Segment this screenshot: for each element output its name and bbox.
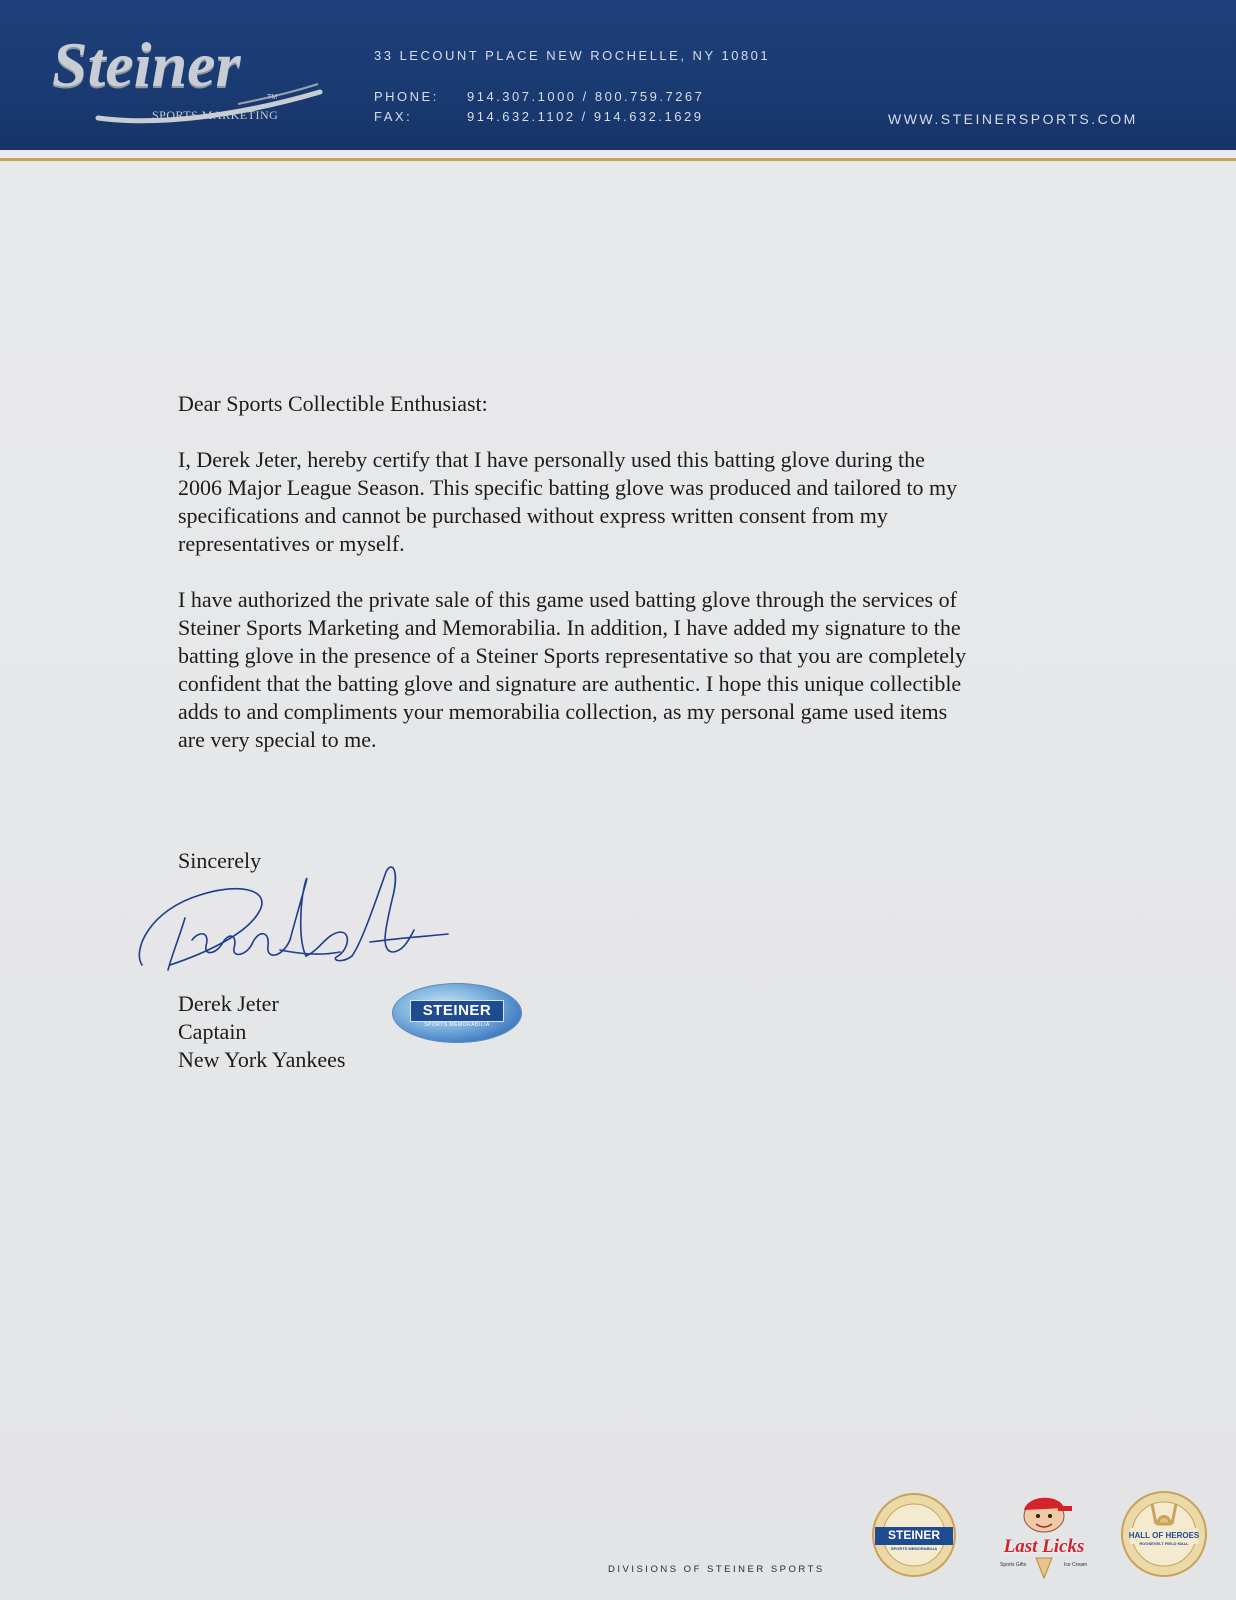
signer-block: [178, 990, 345, 1074]
paragraph-2-line: adds to and compliments your memorabilia collection, as my personal game used items: [178, 699, 948, 724]
hologram-sticker-icon: [392, 983, 522, 1043]
last-licks-badge: [988, 1488, 1100, 1580]
closing: Sincerely: [178, 848, 262, 873]
hologram-label: STEINER: [410, 1000, 504, 1022]
last-licks-subtitle-right: Ice Cream: [1064, 1562, 1088, 1568]
paragraph-1-line: I, Derek Jeter, hereby certify that I have personally used this batting glove during the: [178, 447, 925, 472]
fax-label: FAX:: [374, 109, 413, 124]
paragraph-2-line: I have authorized the private sale of this game used batting glove through the services of: [178, 587, 957, 612]
fax-numbers: 914.632.1102 / 914.632.1629: [467, 109, 704, 124]
last-licks-subtitle-left: Sports Gifts: [1000, 1562, 1027, 1568]
paragraph-2-line: confident that the batting glove and signature are authentic. I hope this unique collectible: [178, 671, 962, 696]
salutation: Dear Sports Collectible Enthusiast:: [178, 391, 488, 416]
website-link[interactable]: WWW.STEINERSPORTS.COM: [888, 111, 1138, 127]
steiner-collectibles-badge: [871, 1492, 957, 1578]
signature-icon: [130, 860, 460, 980]
hologram-sublabel: SPORTS MEMORABILIA: [424, 1022, 490, 1028]
hall-of-heroes-title: HALL OF HEROES: [1128, 1531, 1200, 1540]
phone-numbers: 914.307.1000 / 800.759.7267: [467, 89, 705, 104]
letterhead-banner: [0, 0, 1236, 150]
paragraph-2-line: Steiner Sports Marketing and Memorabilia. In addition, I have added my signature to the: [178, 615, 961, 640]
hall-of-heroes-subtitle: ROOSEVELT FIELD MALL: [1139, 1541, 1189, 1546]
paragraph-2-line: are very special to me.: [178, 727, 377, 752]
paragraph-1-line: representatives or myself.: [178, 531, 405, 556]
signer-title: Captain: [178, 1019, 247, 1044]
paragraph-1-line: specifications and cannot be purchased without express written consent from my: [178, 503, 888, 528]
steiner-badge-subtitle: SPORTS MEMORABILIA: [890, 1546, 938, 1551]
steiner-badge-title: STEINER: [887, 1528, 940, 1542]
last-licks-title: Last Licks: [1003, 1536, 1085, 1557]
signer-name: Derek Jeter: [178, 991, 279, 1016]
footer-divisions: DIVISIONS OF STEINER SPORTS: [608, 1564, 825, 1575]
letterhead-address: 33 LECOUNT PLACE NEW ROCHELLE, NY 10801: [374, 48, 771, 63]
phone-label: PHONE:: [374, 89, 439, 104]
logo-trademark: TM: [267, 94, 278, 101]
logo-subtitle: SPORTS MARKETING: [152, 108, 279, 122]
paragraph-1-line: 2006 Major League Season. This specific batting glove was produced and tailored to my: [178, 475, 958, 500]
signer-team: New York Yankees: [178, 1047, 346, 1072]
logo-wordmark: Steiner: [52, 29, 241, 100]
gold-divider: [0, 158, 1236, 161]
hall-of-heroes-badge: [1120, 1490, 1208, 1578]
letter-body: [178, 390, 1078, 754]
paragraph-2-line: batting glove in the presence of a Steiner Sports representative so that you are completely: [178, 643, 967, 668]
steiner-logo: [48, 26, 298, 126]
